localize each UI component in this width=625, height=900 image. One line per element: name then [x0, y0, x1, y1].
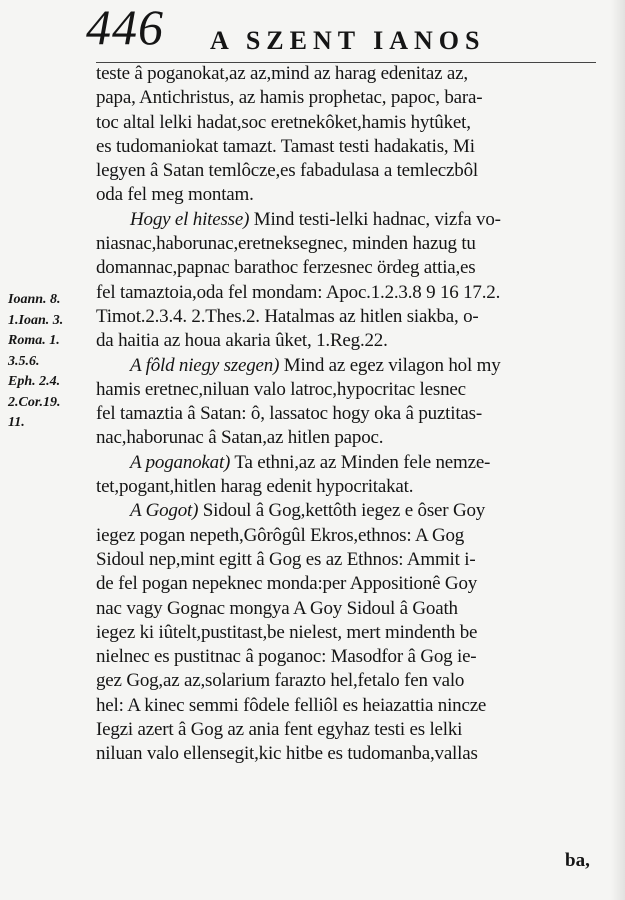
margin-note: 1.Ioan. 3. [8, 312, 64, 328]
text-line: niasnac,haborunac,eretneksegnec, minden hazug tu [96, 233, 476, 255]
text-line: oda fel meg montam. [96, 184, 254, 206]
text-line: nac,haborunac â Satan,az hitlen papoc. [96, 427, 384, 449]
text-line: fel tamaztoia,oda fel mondam: Apoc.1.2.3.8 9 16 17.2. [96, 281, 501, 303]
text-line: Timot.2.3.4. 2.Thes.2. Hatalmas az hitlen siakba, o- [96, 305, 479, 327]
text-line: niluan valo ellensegit,kic hitbe es tudomanba,vallas [96, 743, 478, 765]
margin-note: Ioann. 8. [8, 292, 61, 307]
text-line: fel tamaztia â Satan: ô, lassatoc hogy oka â puztitas- [96, 403, 482, 425]
lemma: A Gogot) [130, 500, 199, 522]
text-line: teste â poganokat,az az,mind az harag edenitaz az, [96, 63, 468, 84]
text-line: toc altal lelki hadat,soc eretnekôket,hamis hytûket, [96, 111, 471, 133]
text-line: gez Gog,az az,solarium farazto hel,fetalo fen valo [96, 670, 465, 692]
text-fragment: Sidoul â Gog,kettôth iegez e ôser Goy [198, 500, 486, 522]
text-fragment: Mind az egez vilagon hol my [279, 354, 501, 376]
text-line: Sidoul nep,mint egitt â Gog es az Ethnos: Ammit i- [96, 548, 476, 570]
margin-note: 2.Cor.19. [8, 394, 61, 410]
text-line: es tudomaniokat tamazt. Tamast testi hadakatis, Mi [96, 135, 475, 157]
text-fragment: Ta ethni,az az Minden fele nemze- [230, 451, 491, 473]
catchword: ba, [565, 850, 590, 871]
text-line: iegez ki iûtelt,pustitast,be nielest, mert mindenth be [96, 621, 478, 643]
margin-note: 11. [8, 415, 25, 430]
text-line: legyen â Satan temlôcze,es fabadulasa a temleczbôl [96, 160, 478, 182]
text-line: de fel pogan nepeknec monda:per Appositionê Goy [96, 573, 478, 595]
text-line: Iegzi azert â Gog az ania fent egyhaz testi es lelki [96, 719, 463, 741]
text-line [96, 499, 616, 523]
running-title: A SZENT IANOS [210, 26, 486, 55]
text-line: tet,pogant,hitlen harag edenit hypocritakat. [96, 476, 414, 498]
lemma: A poganokat) [130, 451, 231, 473]
lemma: A fôld niegy szegen) [130, 354, 280, 376]
body-text [96, 62, 616, 767]
lemma: Hogy el hitesse) [130, 208, 250, 230]
text-line: nac vagy Gognac mongya A Goy Sidoul â Goath [96, 597, 458, 619]
text-fragment: Mind testi-lelki hadnac, vizfa vo- [249, 208, 501, 230]
margin-note: Eph. 2.4. [8, 374, 61, 389]
margin-note: 3.5.6. [8, 353, 40, 369]
text-line: hamis eretnec,niluan valo latroc,hypocritac lesnec [96, 378, 466, 400]
text-line: nielnec es pustitnac â poganoc: Masodfor â Gog ie- [96, 646, 477, 668]
margin-note: Roma. 1. [8, 333, 60, 348]
margin-notes [8, 290, 100, 434]
text-line: papa, Antichristus, az hamis prophetac, papoc, bara- [96, 87, 483, 109]
text-line: domannac,papnac barathoc ferzesnec ördeg attia,es [96, 257, 476, 279]
text-line [96, 451, 616, 475]
text-line: iegez pogan nepeth,Gôrôgûl Ekros,ethnos: A Gog [96, 524, 465, 546]
text-line: da haitia az houa akaria ûket, 1.Reg.22. [96, 330, 388, 352]
page-number: 446 [86, 0, 164, 55]
text-line [96, 208, 616, 232]
text-line [96, 354, 616, 378]
text-line: hel: A kinec semmi fôdele felliôl es heiazattia nincze [96, 694, 487, 716]
